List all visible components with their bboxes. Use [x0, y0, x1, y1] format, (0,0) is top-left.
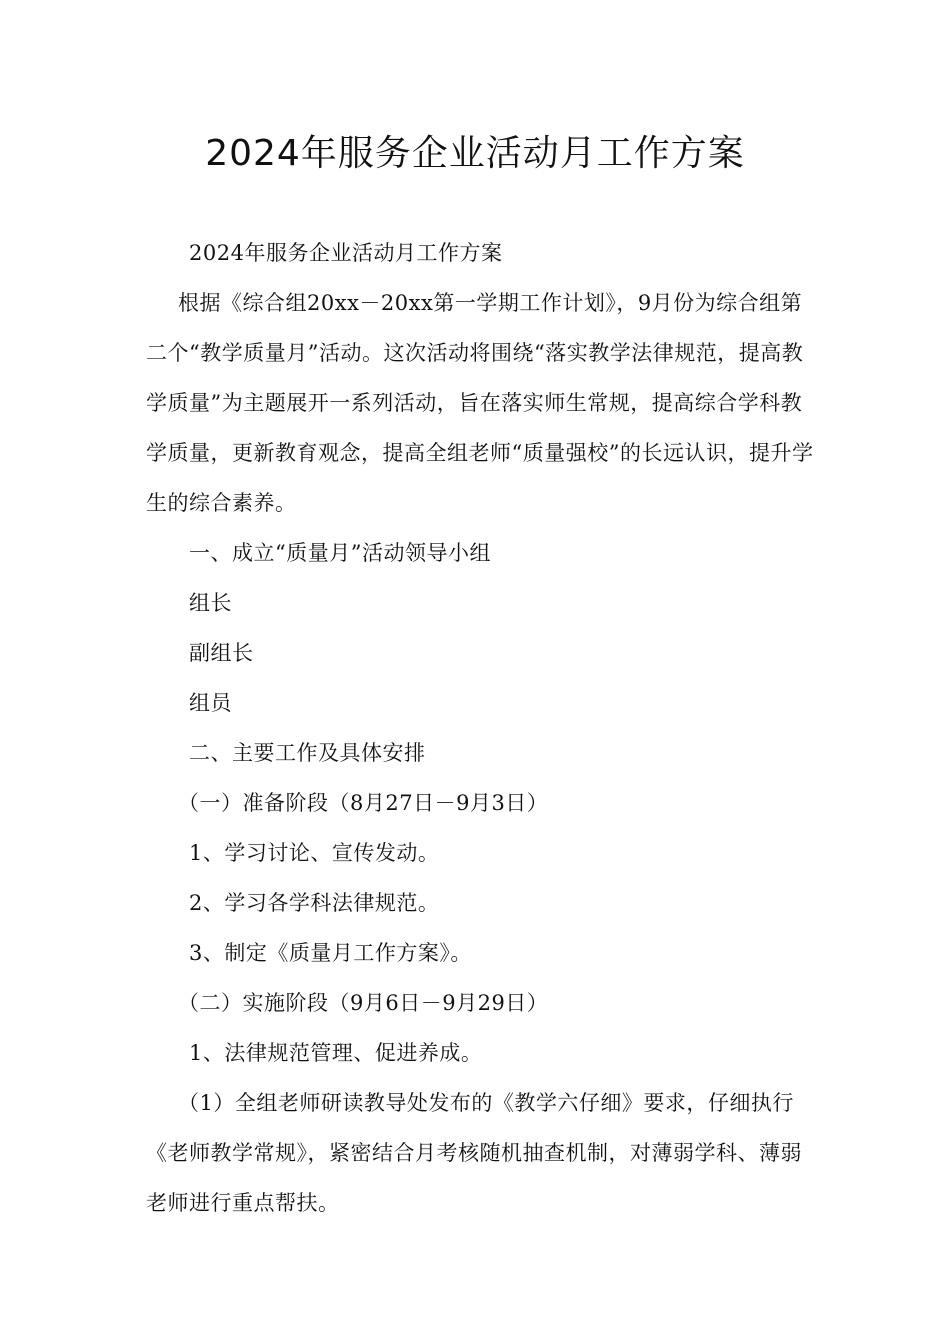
document-body [146, 228, 822, 1228]
list-item-prep-3: 3、制定《质量月工作方案》。 [189, 941, 472, 965]
list-item-deputy-leader: 副组长 [189, 641, 254, 665]
subsection-heading-prep: （一）准备阶段（8月27日－9月3日） [178, 791, 549, 815]
section-heading-1: 一、成立“质量月”活动领导小组 [189, 541, 491, 565]
list-item-leader: 组长 [189, 591, 232, 615]
detail-paragraph-1: （1）全组老师研读教导处发布的《教学六仔细》要求，仔细执行《老师教学常规》，紧密结合月考核随机抽查机制，对薄弱学科、薄弱老师进行重点帮扶。 [146, 1091, 802, 1215]
document-title: 2024年服务企业活动月工作方案 [205, 133, 745, 174]
list-item-prep-2: 2、学习各学科法律规范。 [189, 891, 440, 915]
subtitle-paragraph: 2024年服务企业活动月工作方案 [189, 241, 503, 265]
list-item-implement-1: 1、法律规范管理、促进养成。 [189, 1041, 483, 1065]
section-heading-2: 二、主要工作及具体安排 [189, 741, 426, 765]
list-item-prep-1: 1、学习讨论、宣传发动。 [189, 841, 440, 865]
subsection-heading-implement: （二）实施阶段（9月6日－9月29日） [178, 991, 549, 1015]
list-item-members: 组员 [189, 691, 232, 715]
intro-paragraph: 根据《综合组20xx－20xx第一学期工作计划》，9月份为综合组第二个“教学质量月”活动。这次活动将围绕“落实教学法律规范，提高教学质量”为主题展开一系列活动，旨在落实师生常规，提高综合学科教学质量，更新教育观念，提高全组老师“质量强校”的长远认识，提升学生的综合素养。 [146, 291, 814, 515]
